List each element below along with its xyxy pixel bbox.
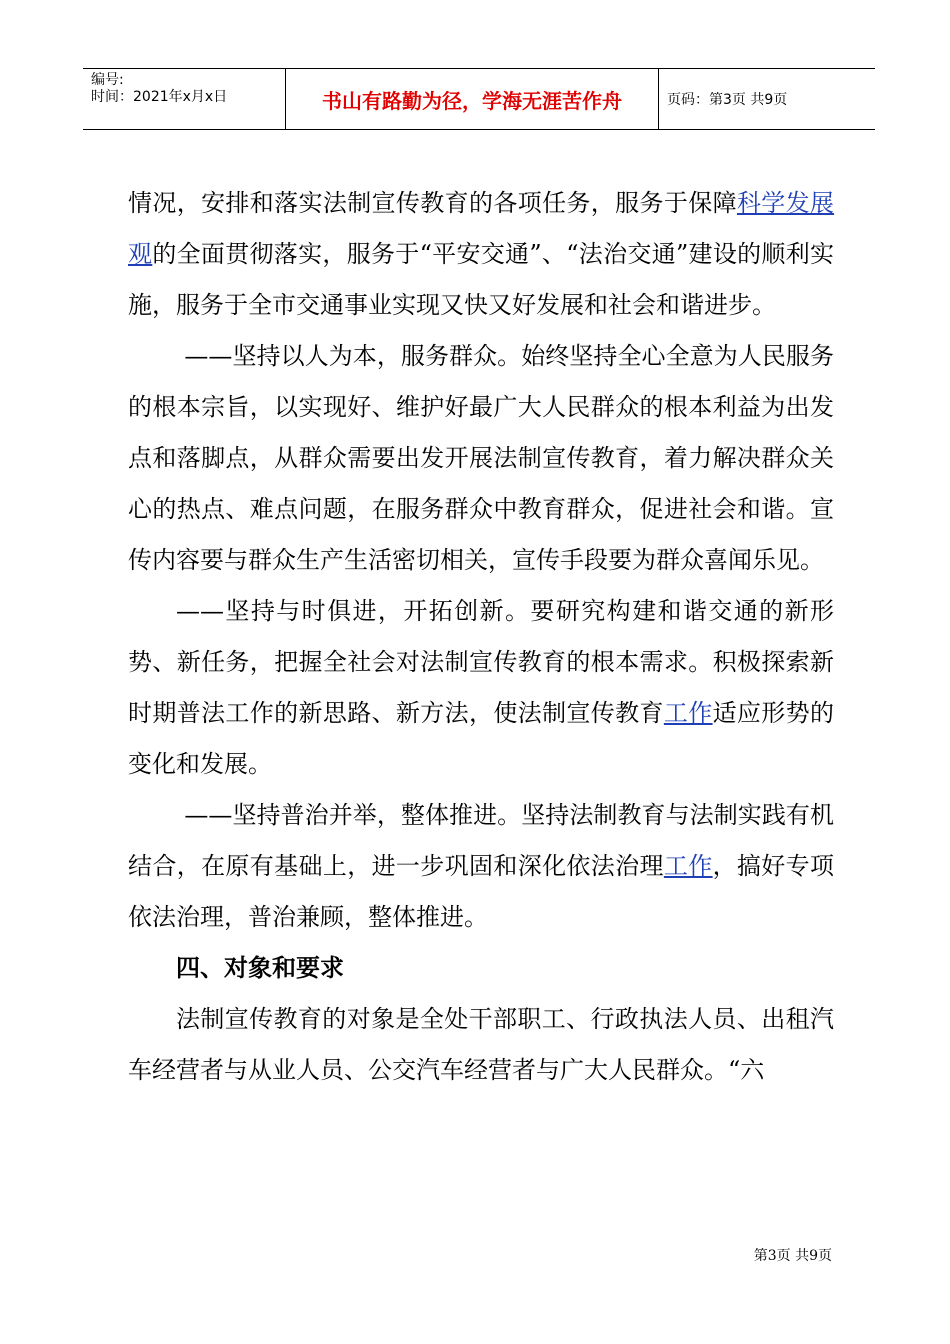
- paragraph-5: 法制宣传教育的对象是全处干部职工、行政执法人员、出租汽车经营者与从业人员、公交汽车经营者与广大人民群众。“六: [128, 1005, 834, 1084]
- header-page-number: 页码：第3页 共9页: [667, 92, 788, 108]
- link-scientific-development[interactable]: 科学发展观: [128, 189, 835, 268]
- paragraph-4: ——坚持普治并举，整体推进。坚持法制教育与法制实践有机结合，在原有基础上，进一步巩固和深化依法治理工作，搞好专项依法治理，普治兼顾，整体推进。: [128, 801, 835, 931]
- page-footer: 第3页 共9页: [753, 1248, 832, 1264]
- link-work-2[interactable]: 工作: [663, 852, 713, 880]
- number-label: 编号:: [91, 72, 124, 88]
- link-work-1[interactable]: 工作: [663, 699, 713, 727]
- page-header: [83, 68, 875, 130]
- paragraph-1: 情况，安排和落实法制宣传教育的各项任务，服务于保障科学发展观的全面贯彻落实，服务于“平安交通”、“法治交通”建设的顺利实施，服务于全市交通事业实现又快又好发展和社会和谐进步。: [128, 189, 835, 319]
- paragraph-3: ——坚持与时俱进，开拓创新。要研究构建和谐交通的新形势、新任务，把握全社会对法制宣传教育的根本需求。积极探索新时期普法工作的新思路、新方法，使法制宣传教育工作适应形势的变化和发展。: [128, 597, 835, 778]
- paragraph-2: ——坚持以人为本，服务群众。始终坚持全心全意为人民服务的根本宗旨，以实现好、维护好最广大人民群众的根本利益为出发点和落脚点，从群众需要出发开展法制宣传教育，着力解决群众关心的热点、难点问题，在服务群众中教育群众，促进社会和谐。宣传内容要与群众生产生活密切相关，宣传手段要为群众喜闻乐见。: [128, 342, 834, 574]
- header-motto: 书山有路勤为径，学海无涯苦作舟: [286, 69, 659, 129]
- section-heading: 四、对象和要求: [176, 954, 344, 982]
- time-label: 时间：2021年x月x日: [91, 89, 228, 105]
- header-meta: [83, 69, 286, 129]
- document-body: [128, 178, 834, 1096]
